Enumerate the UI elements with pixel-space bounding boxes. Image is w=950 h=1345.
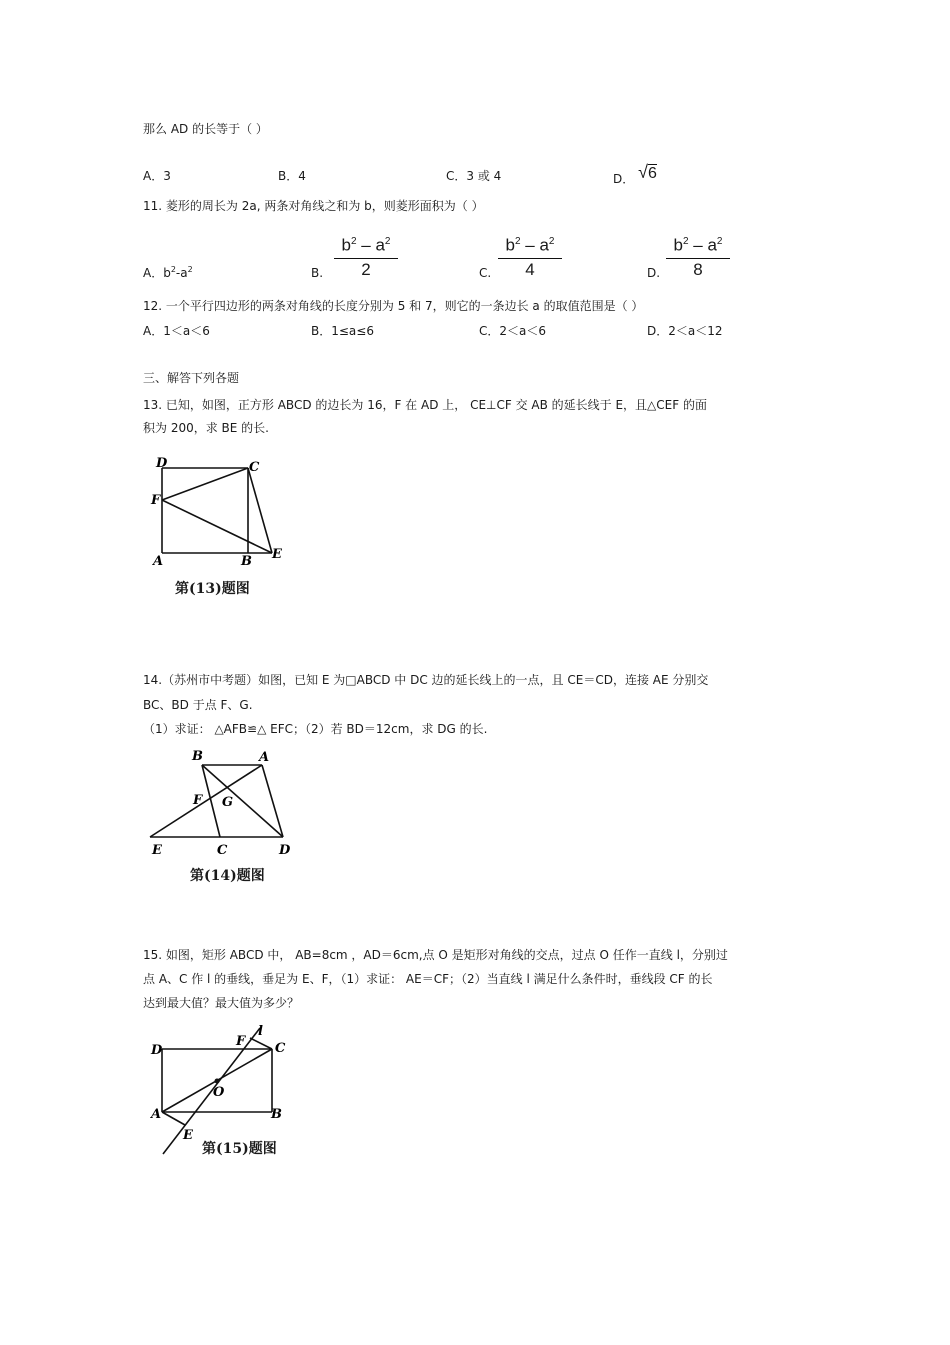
label-E: E	[183, 1128, 193, 1143]
q11-option-c-fraction	[498, 230, 562, 281]
q10-option-b: B．4	[278, 169, 306, 183]
q14-stem-line3: （1）求证： △AFB≌△ EFC；（2）若 BD＝12cm，求 DG 的长.	[143, 722, 488, 736]
q15-stem-line2: 点 A、C 作 l 的垂线，垂足为 E、F，（1）求证： AE＝CF；（2）当直线 l 满足什么条件时，垂线段 CF 的长	[143, 972, 713, 986]
label-D: D	[279, 843, 291, 858]
q12-stem: 12. 一个平行四边形的两条对角线的长度分别为 5 和 7，则它的一条边长 a 的取值范围是（ ）	[143, 299, 644, 313]
q11-option-d-label: D.	[647, 266, 661, 280]
q10-option-d	[613, 162, 657, 188]
sqrt-sign: √	[638, 162, 648, 182]
q11-option-a-mid: -a	[175, 266, 188, 280]
fraction-denominator: 2	[361, 259, 371, 279]
section-heading: 三、解答下列各题	[143, 371, 240, 385]
fraction-numerator: $b^2 - a^2$	[498, 230, 562, 259]
label-F: F	[236, 1034, 246, 1049]
label-l: l	[258, 1024, 263, 1039]
label-A: A	[151, 1107, 162, 1122]
fraction-numerator: $b^2 - a^2$	[666, 230, 730, 259]
q14-figure-caption: 第(14)题图	[190, 868, 265, 884]
q11-option-a	[143, 264, 193, 281]
q15-stem-line1: 15. 如图，矩形 ABCD 中， AB=8cm ，AD＝6cm,点 O 是矩形对角线的交点，过点 O 任作一直线 l，分别过	[143, 948, 728, 962]
q14-stem-line2: BC、BD 于点 F、G.	[143, 698, 253, 712]
label-F: F	[193, 793, 203, 808]
label-E: E	[272, 547, 282, 562]
label-C: C	[275, 1041, 286, 1056]
label-A: A	[259, 750, 270, 765]
label-B: B	[192, 749, 203, 764]
q11-option-a-label: A．b	[143, 266, 171, 280]
q11-option-c-label: C.	[479, 266, 492, 280]
q11-stem: 11. 菱形的周长为 2a, 两条对角线之和为 b，则菱形面积为（ ）	[143, 199, 484, 213]
q10-option-c: C．3 或 4	[446, 169, 502, 183]
q15-stem-line3: 达到最大值？最大值为多少？	[143, 996, 300, 1010]
q12-option-c: C．2＜a＜6	[479, 324, 547, 338]
q13-figure-caption: 第(13)题图	[175, 581, 250, 597]
q10-option-a: A．3	[143, 169, 171, 183]
label-B: B	[271, 1107, 282, 1122]
label-A: A	[153, 554, 164, 569]
q15-figure-caption: 第(15)题图	[202, 1141, 277, 1157]
label-E: E	[152, 843, 162, 858]
q10-stem-tail: 那么 AD 的长等于（ ）	[143, 122, 268, 136]
q13-stem-line2: 积为 200，求 BE 的长.	[143, 421, 269, 435]
label-F: F	[151, 493, 161, 508]
fraction-denominator: 4	[525, 259, 535, 279]
q14-stem-line1: 14.（苏州市中考题）如图，已知 E 为□ABCD 中 DC 边的延长线上的一点，且 CE＝CD，连接 AE 分别交	[143, 673, 709, 687]
q11-option-a-sup: 2	[170, 265, 176, 274]
fraction-denominator: 8	[693, 259, 703, 279]
q11-option-b-label: B.	[311, 266, 324, 280]
sqrt-radicand: 6	[647, 165, 657, 182]
q13-figure	[148, 452, 298, 574]
label-D: D	[156, 456, 168, 471]
q11-option-a-sup2: 2	[187, 265, 193, 274]
center-point	[215, 1079, 220, 1084]
q12-option-a: A．1＜a＜6	[143, 324, 210, 338]
fraction-numerator: $b^2 - a^2$	[334, 230, 398, 259]
label-B: B	[241, 554, 252, 569]
label-C: C	[217, 843, 228, 858]
label-D: D	[151, 1043, 163, 1058]
q14-figure	[146, 746, 298, 858]
label-C: C	[249, 460, 260, 475]
label-G: G	[222, 795, 234, 810]
q13-stem-line1: 13. 已知，如图，正方形 ABCD 的边长为 16，F 在 AD 上， CE⊥CF 交 AB 的延长线于 E，且△CEF 的面	[143, 398, 707, 412]
q11-option-d-fraction	[666, 230, 730, 281]
q12-option-d: D．2＜a＜12	[647, 324, 723, 338]
label-O: O	[213, 1085, 225, 1100]
q12-option-b: B．1≤a≤6	[311, 324, 374, 338]
q11-option-b-fraction	[334, 230, 398, 281]
q10-option-d-label: D．	[613, 172, 635, 186]
